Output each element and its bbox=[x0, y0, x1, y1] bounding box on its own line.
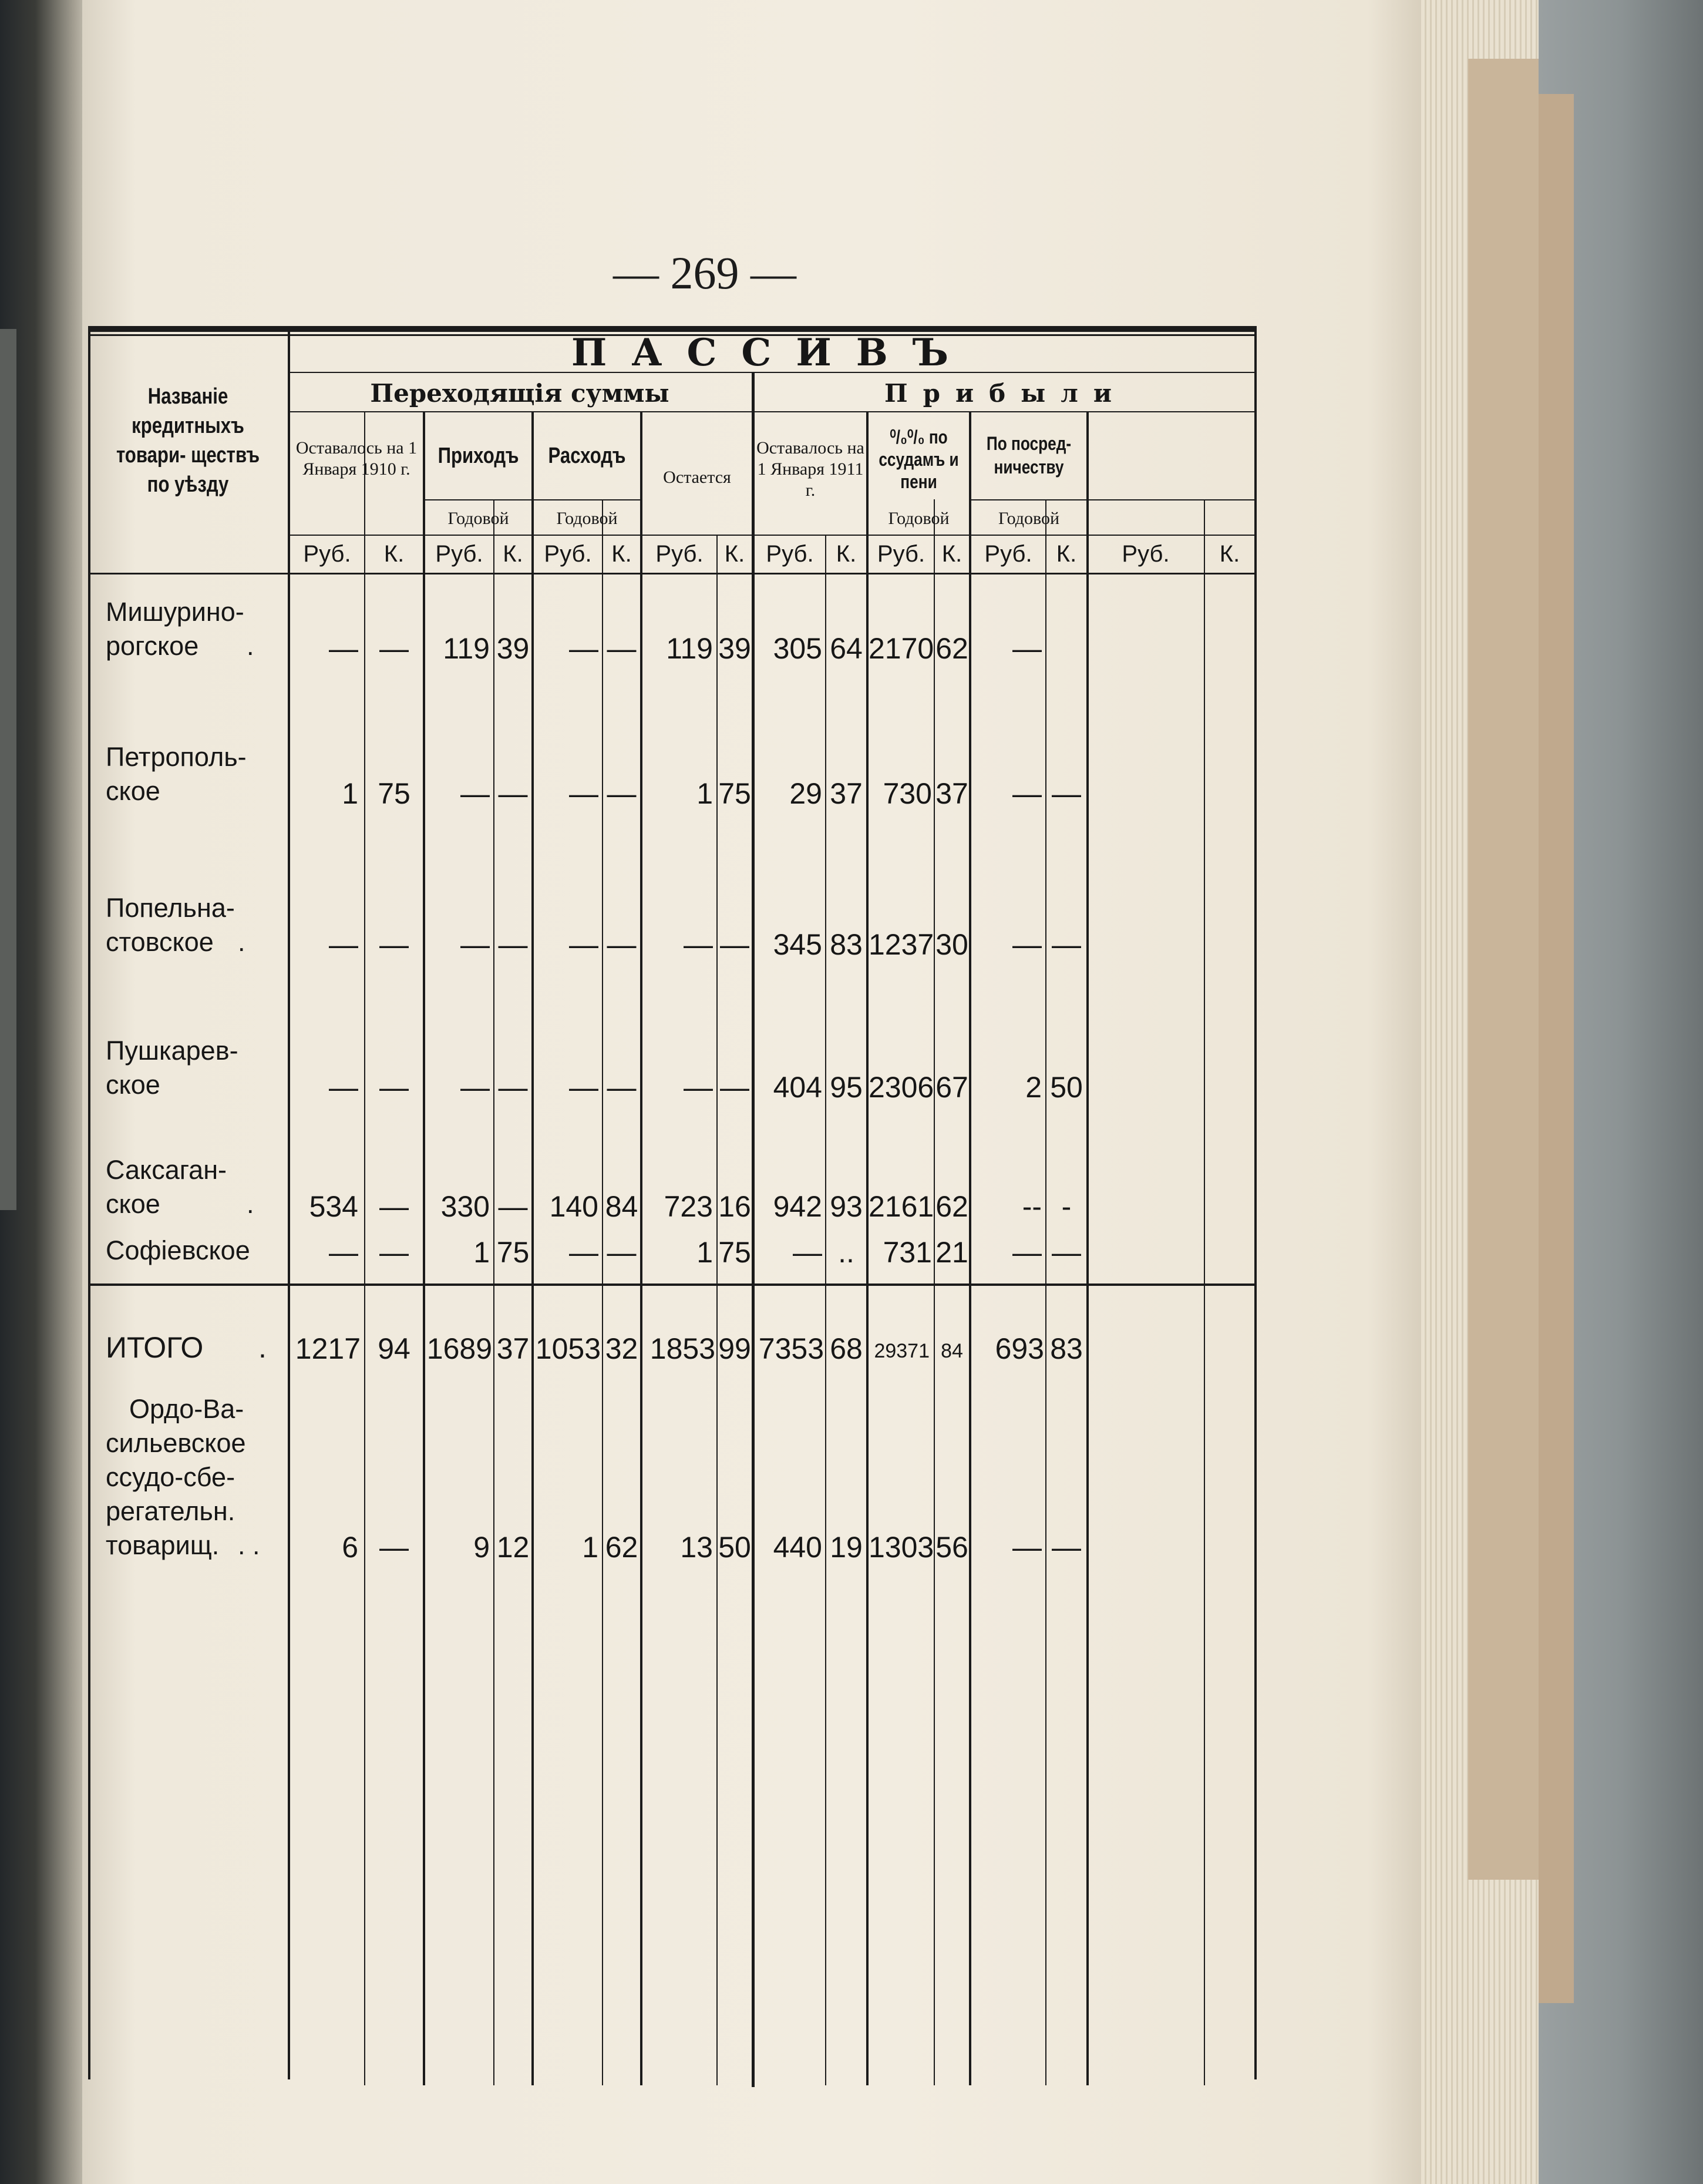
total-dots: . bbox=[258, 1331, 267, 1364]
col7-header: По посред- ничеству bbox=[986, 433, 1072, 478]
v-rule bbox=[1254, 326, 1257, 2079]
cell: 83 bbox=[830, 928, 863, 961]
cell: 37 bbox=[935, 777, 968, 810]
cell: 404 bbox=[773, 1071, 822, 1104]
total-cell: 1053 bbox=[535, 1332, 601, 1365]
v-rule bbox=[88, 326, 90, 2079]
row-name-line2: стовское bbox=[106, 927, 214, 957]
row-name-line1: Попельна- bbox=[106, 893, 235, 923]
total-top-rule bbox=[88, 1283, 1257, 1286]
cell: — bbox=[720, 928, 749, 961]
extra-cell: — bbox=[1012, 1531, 1042, 1564]
book-cover bbox=[1539, 0, 1703, 2184]
cell: 1237 bbox=[869, 928, 934, 961]
cell: -- bbox=[1022, 1190, 1042, 1223]
cell: 93 bbox=[830, 1190, 863, 1223]
extra-name-line4: регательн. bbox=[106, 1496, 235, 1526]
unit-kop: К. bbox=[503, 541, 523, 567]
cell: 2161 bbox=[869, 1190, 934, 1223]
col2-sub: Годовой bbox=[447, 509, 509, 528]
cell: — bbox=[684, 1071, 713, 1104]
cell: — bbox=[460, 928, 490, 961]
cell: — bbox=[1052, 1236, 1081, 1269]
cell: — bbox=[569, 777, 598, 810]
v-rule bbox=[1204, 499, 1205, 2085]
cell: 942 bbox=[773, 1190, 822, 1223]
row-name-line1: Софіевское bbox=[106, 1235, 250, 1265]
cell: 2 bbox=[1025, 1071, 1042, 1104]
col2-header: Приходъ bbox=[437, 443, 519, 468]
row-dots: . bbox=[247, 1189, 254, 1219]
cell: 2306 bbox=[869, 1071, 934, 1104]
cell: 75 bbox=[378, 777, 410, 810]
v-rule-divider bbox=[752, 372, 755, 2087]
page-stack-tan bbox=[1468, 59, 1539, 1880]
total-cell: 1853 bbox=[649, 1332, 715, 1365]
cell: — bbox=[569, 632, 598, 665]
v-rule bbox=[825, 535, 826, 2085]
total-cell: 1217 bbox=[295, 1332, 361, 1365]
extra-cell: 440 bbox=[773, 1531, 822, 1564]
row-name-line2: ское bbox=[106, 776, 160, 806]
total-cell: 84 bbox=[941, 1340, 963, 1362]
unit-rub: Руб. bbox=[766, 541, 814, 567]
cell: 62 bbox=[935, 1190, 968, 1223]
total-cell: 693 bbox=[995, 1332, 1044, 1365]
cell: .. bbox=[838, 1236, 854, 1269]
row-name-line2: ское bbox=[106, 1189, 160, 1219]
extra-cell: 62 bbox=[605, 1531, 638, 1564]
group-title-profits: Прибыли bbox=[884, 379, 1128, 408]
row-dots: . bbox=[238, 927, 245, 957]
cell: — bbox=[498, 1071, 528, 1104]
cell: 140 bbox=[549, 1190, 598, 1223]
cell: — bbox=[498, 928, 528, 961]
cell: — bbox=[1012, 632, 1042, 665]
row-name-line1: Саксаган- bbox=[106, 1155, 227, 1185]
cell: 50 bbox=[1050, 1071, 1083, 1104]
total-cell: 94 bbox=[378, 1332, 410, 1365]
cell: 2170 bbox=[869, 632, 934, 665]
col6-header: ⁰/₀⁰/₀ по ссудамъ и пени bbox=[879, 426, 959, 492]
unit-kop: К. bbox=[941, 541, 962, 567]
unit-rub: Руб. bbox=[655, 541, 704, 567]
cell: — bbox=[720, 1071, 749, 1104]
extra-name-line3: ссудо-сбе- bbox=[106, 1462, 235, 1492]
page-number: — 269 — bbox=[613, 247, 796, 298]
unit-rub: Руб. bbox=[303, 541, 351, 567]
cell: 305 bbox=[773, 632, 822, 665]
col3-header: Расходъ bbox=[548, 443, 626, 468]
name-column-header: Названіе кредитныхъ товари- ществъ по уѣзду bbox=[116, 384, 260, 497]
unit-rub: Руб. bbox=[1122, 541, 1170, 567]
cell: 75 bbox=[718, 777, 751, 810]
cell: 67 bbox=[935, 1071, 968, 1104]
cell: 39 bbox=[718, 632, 751, 665]
cell: 345 bbox=[773, 928, 822, 961]
total-cell: 7353 bbox=[758, 1332, 824, 1365]
extra-name-line1: Ордо-Ва- bbox=[129, 1394, 244, 1424]
cell: 29 bbox=[789, 777, 822, 810]
unit-rub: Руб. bbox=[984, 541, 1032, 567]
cell: 723 bbox=[664, 1190, 713, 1223]
cell: — bbox=[684, 928, 713, 961]
cell: 1 bbox=[696, 1236, 713, 1269]
section-title: ПАССИВЪ bbox=[571, 331, 974, 375]
cell: — bbox=[498, 1190, 528, 1223]
cell: — bbox=[1052, 928, 1081, 961]
unit-rub: Руб. bbox=[544, 541, 592, 567]
extra-cell: 19 bbox=[830, 1531, 863, 1564]
cell: — bbox=[379, 1190, 409, 1223]
v-rule bbox=[1086, 411, 1089, 2085]
extra-cell: 12 bbox=[496, 1531, 530, 1564]
cell: 119 bbox=[666, 632, 713, 665]
cell: 16 bbox=[718, 1190, 751, 1223]
extra-cell: 56 bbox=[935, 1531, 968, 1564]
col7-sub: Годовой bbox=[998, 509, 1060, 528]
unit-rub: Руб. bbox=[435, 541, 483, 567]
extra-name-line5: товарищ. bbox=[106, 1530, 220, 1560]
cell: — bbox=[379, 928, 409, 961]
cell: 534 bbox=[309, 1190, 358, 1223]
units-top-rule bbox=[288, 535, 1257, 536]
cell: 84 bbox=[605, 1190, 638, 1223]
cell: 75 bbox=[718, 1236, 751, 1269]
cell: — bbox=[329, 1236, 358, 1269]
col1-header: Оставалось на 1 Января 1910 г. bbox=[295, 438, 418, 479]
cell: — bbox=[329, 928, 358, 961]
extra-cell: 50 bbox=[718, 1531, 751, 1564]
extra-cell: 1 bbox=[582, 1531, 598, 1564]
header-bottom-rule bbox=[88, 573, 1257, 574]
cell: — bbox=[607, 1236, 637, 1269]
cell: 1 bbox=[342, 777, 358, 810]
cell: — bbox=[379, 632, 409, 665]
row-name-line1: Пушкарев- bbox=[106, 1036, 238, 1066]
cover-edge bbox=[1539, 94, 1574, 2003]
cell: — bbox=[329, 632, 358, 665]
cell: 330 bbox=[440, 1190, 490, 1223]
cell: — bbox=[1012, 1236, 1042, 1269]
passiv-table bbox=[88, 326, 1257, 2079]
cell: — bbox=[379, 1236, 409, 1269]
total-label: ИТОГО bbox=[106, 1331, 204, 1364]
total-cell: 99 bbox=[718, 1332, 751, 1365]
extra-cell: — bbox=[1052, 1531, 1081, 1564]
cell: — bbox=[1012, 928, 1042, 961]
col6-sub: Годовой bbox=[888, 509, 950, 528]
row-dots: . bbox=[247, 631, 254, 661]
cell: 731 bbox=[883, 1236, 932, 1269]
cell: 1 bbox=[473, 1236, 490, 1269]
total-cell: 68 bbox=[830, 1332, 863, 1365]
row-name-line2: ское bbox=[106, 1070, 160, 1100]
v-rule bbox=[1045, 499, 1046, 2085]
unit-kop: К. bbox=[836, 541, 857, 567]
extra-cell: 13 bbox=[680, 1531, 713, 1564]
left-page-strip bbox=[0, 329, 16, 1210]
extra-cell: 9 bbox=[473, 1531, 490, 1564]
row-name-line1: Петрополь- bbox=[106, 742, 247, 772]
cell: — bbox=[1052, 777, 1081, 810]
cell: — bbox=[607, 632, 637, 665]
unit-kop: К. bbox=[1219, 541, 1240, 567]
group-title-transit: Переходящія суммы bbox=[370, 379, 669, 408]
unit-kop: К. bbox=[1056, 541, 1077, 567]
cell: — bbox=[569, 1071, 598, 1104]
cell: 95 bbox=[830, 1071, 863, 1104]
cell: 62 bbox=[935, 632, 968, 665]
cell: — bbox=[793, 1236, 822, 1269]
cell: — bbox=[498, 777, 528, 810]
cell: 1 bbox=[696, 777, 713, 810]
total-cell: 37 bbox=[496, 1332, 530, 1365]
cell: - bbox=[1061, 1190, 1072, 1223]
cell: — bbox=[460, 1071, 490, 1104]
extra-dots: . . bbox=[238, 1530, 260, 1560]
cell: 30 bbox=[935, 928, 968, 961]
cell: 119 bbox=[443, 632, 490, 665]
cell: 39 bbox=[496, 632, 530, 665]
col3-sub: Годовой bbox=[556, 509, 618, 528]
group-rule bbox=[288, 411, 1257, 412]
v-rule bbox=[934, 499, 935, 2085]
unit-rub: Руб. bbox=[877, 541, 925, 567]
col4-header: Остается bbox=[663, 468, 731, 487]
v-rule bbox=[493, 499, 494, 2085]
cell: 64 bbox=[830, 632, 863, 665]
cell: — bbox=[379, 1071, 409, 1104]
extra-cell: 1303 bbox=[869, 1531, 934, 1564]
v-rule bbox=[602, 499, 603, 2085]
cell: — bbox=[569, 928, 598, 961]
cell: 21 bbox=[935, 1236, 968, 1269]
cell: — bbox=[607, 1071, 637, 1104]
left-page-edge bbox=[0, 0, 88, 2184]
cell: — bbox=[607, 777, 637, 810]
unit-kop: К. bbox=[383, 541, 405, 567]
total-cell: 1689 bbox=[426, 1332, 492, 1365]
cell: — bbox=[607, 928, 637, 961]
cell: 37 bbox=[830, 777, 863, 810]
v-rule bbox=[716, 535, 718, 2085]
cell: — bbox=[329, 1071, 358, 1104]
sub-rule-right bbox=[969, 499, 1257, 500]
total-cell: 32 bbox=[605, 1332, 638, 1365]
cell: 75 bbox=[496, 1236, 530, 1269]
extra-cell: — bbox=[379, 1531, 409, 1564]
cell: — bbox=[460, 777, 490, 810]
extra-name-line2: сильевское bbox=[106, 1428, 246, 1458]
unit-kop: К. bbox=[724, 541, 745, 567]
cell: — bbox=[1012, 777, 1042, 810]
unit-kop: К. bbox=[611, 541, 632, 567]
total-cell: 83 bbox=[1050, 1332, 1083, 1365]
total-cell: 29371 bbox=[874, 1340, 930, 1362]
cell: 730 bbox=[883, 777, 932, 810]
col5-header: Оставалось на 1 Января 1911 г. bbox=[756, 438, 864, 500]
cell: — bbox=[569, 1236, 598, 1269]
row-name-line2: рогское bbox=[106, 631, 199, 661]
page-stack-edge bbox=[1421, 0, 1539, 2184]
row-name-line1: Мишурино- bbox=[106, 597, 244, 627]
extra-cell: 6 bbox=[342, 1531, 358, 1564]
